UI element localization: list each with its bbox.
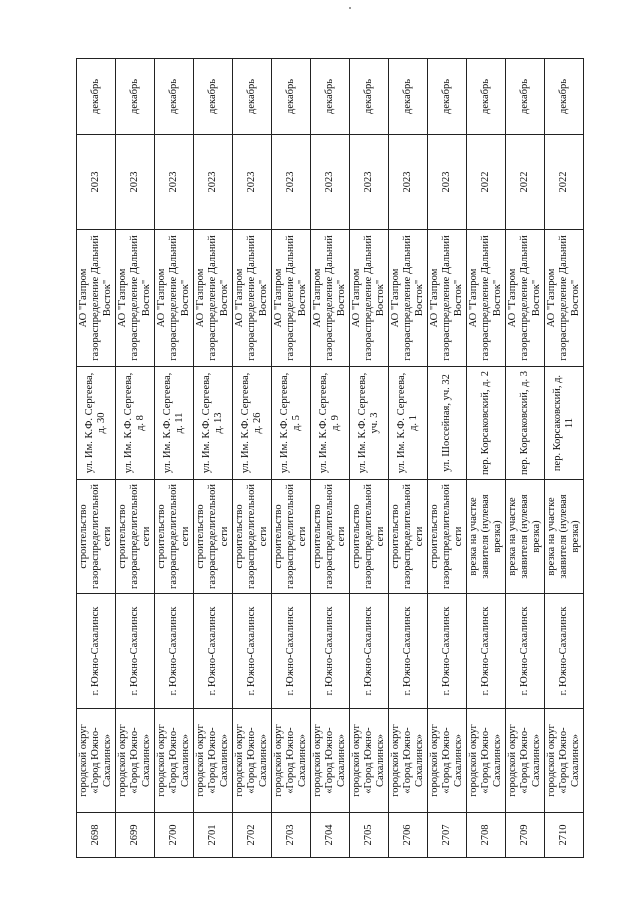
month-cell: декабрь [194, 59, 233, 135]
municipality-cell: городской округ «Город Южно-Сахалинск» [389, 709, 428, 813]
organization-cell: АО "Газпром газораспределение Дальний Восток" [194, 230, 233, 367]
locality-cell: г. Южно-Сахалинск [233, 594, 272, 709]
table-body [77, 59, 584, 858]
organization-cell: АО "Газпром газораспределение Дальний Восток" [77, 230, 116, 367]
year-cell: 2023 [194, 135, 233, 230]
address-cell: ул. Им. К.Ф. Сергеева, д. 8 [116, 367, 155, 480]
locality-cell: г. Южно-Сахалинск [311, 594, 350, 709]
organization-cell: АО "Газпром газораспределение Дальний Восток" [116, 230, 155, 367]
row-number: 2702 [233, 813, 272, 858]
rotated-table-sheet [76, 59, 584, 858]
locality-cell: г. Южно-Сахалинск [116, 594, 155, 709]
organization-cell: АО "Газпром газораспределение Дальний Восток" [506, 230, 545, 367]
locality-cell: г. Южно-Сахалинск [155, 594, 194, 709]
organization-cell: АО "Газпром газораспределение Дальний Восток" [233, 230, 272, 367]
row-number: 2708 [467, 813, 506, 858]
address-cell: ул. Им. К.Ф. Сергеева, д. 30 [77, 367, 116, 480]
table-row [194, 59, 233, 858]
month-cell: декабрь [545, 59, 584, 135]
scan-speck [349, 7, 351, 9]
table-row [350, 59, 389, 858]
work-type-cell: строительство газораспределительной сети [311, 480, 350, 594]
table-row [545, 59, 584, 858]
row-number: 2704 [311, 813, 350, 858]
month-cell: декабрь [506, 59, 545, 135]
year-cell: 2023 [116, 135, 155, 230]
work-type-cell: врезка на участке заявителя (нулевая врезка) [506, 480, 545, 594]
row-number: 2701 [194, 813, 233, 858]
table-row [272, 59, 311, 858]
year-cell: 2022 [545, 135, 584, 230]
municipality-cell: городской округ «Город Южно-Сахалинск» [428, 709, 467, 813]
year-cell: 2023 [155, 135, 194, 230]
organization-cell: АО "Газпром газораспределение Дальний Восток" [545, 230, 584, 367]
month-cell: декабрь [272, 59, 311, 135]
work-type-cell: врезка на участке заявителя (нулевая врезка) [467, 480, 506, 594]
month-cell: декабрь [350, 59, 389, 135]
table-row [116, 59, 155, 858]
month-cell: декабрь [155, 59, 194, 135]
address-cell: ул. Им. К.Ф. Сергеева, д. 5 [272, 367, 311, 480]
work-type-cell: врезка на участке заявителя (нулевая врезка) [545, 480, 584, 594]
work-type-cell: строительство газораспределительной сети [428, 480, 467, 594]
locality-cell: г. Южно-Сахалинск [194, 594, 233, 709]
organization-cell: АО "Газпром газораспределение Дальний Восток" [155, 230, 194, 367]
organization-cell: АО "Газпром газораспределение Дальний Восток" [428, 230, 467, 367]
month-cell: декабрь [389, 59, 428, 135]
address-cell: пер. Корсаковский, д. 2 [467, 367, 506, 480]
locality-cell: г. Южно-Сахалинск [350, 594, 389, 709]
work-type-cell: строительство газораспределительной сети [155, 480, 194, 594]
address-cell: ул. Им. К.Ф. Сергеева, д. 13 [194, 367, 233, 480]
address-cell: ул. Им. К.Ф. Сергеева, д. 1 [389, 367, 428, 480]
month-cell: декабрь [116, 59, 155, 135]
row-number: 2700 [155, 813, 194, 858]
table-row [506, 59, 545, 858]
table-row [389, 59, 428, 858]
row-number: 2699 [116, 813, 155, 858]
year-cell: 2023 [311, 135, 350, 230]
municipality-cell: городской округ «Город Южно-Сахалинск» [116, 709, 155, 813]
year-cell: 2023 [428, 135, 467, 230]
locality-cell: г. Южно-Сахалинск [467, 594, 506, 709]
month-cell: декабрь [233, 59, 272, 135]
row-number: 2698 [77, 813, 116, 858]
organization-cell: АО "Газпром газораспределение Дальний Восток" [311, 230, 350, 367]
table-row [467, 59, 506, 858]
locality-cell: г. Южно-Сахалинск [389, 594, 428, 709]
month-cell: декабрь [77, 59, 116, 135]
organization-cell: АО "Газпром газораспределение Дальний Восток" [389, 230, 428, 367]
address-cell: ул. Им. К.Ф. Сергеева, д. 11 [155, 367, 194, 480]
municipality-cell: городской округ «Город Южно-Сахалинск» [194, 709, 233, 813]
month-cell: декабрь [467, 59, 506, 135]
work-type-cell: строительство газораспределительной сети [272, 480, 311, 594]
row-number: 2709 [506, 813, 545, 858]
year-cell: 2023 [272, 135, 311, 230]
address-cell: ул. Им. К.Ф. Сергеева, д. 9 [311, 367, 350, 480]
table-row [77, 59, 116, 858]
table-row [233, 59, 272, 858]
month-cell: декабрь [428, 59, 467, 135]
work-type-cell: строительство газораспределительной сети [194, 480, 233, 594]
gasification-register-table [76, 58, 584, 858]
work-type-cell: строительство газораспределительной сети [77, 480, 116, 594]
municipality-cell: городской округ «Город Южно-Сахалинск» [545, 709, 584, 813]
address-cell: ул. Им. К.Ф. Сергеева, д. 26 [233, 367, 272, 480]
work-type-cell: строительство газораспределительной сети [233, 480, 272, 594]
municipality-cell: городской округ «Город Южно-Сахалинск» [311, 709, 350, 813]
work-type-cell: строительство газораспределительной сети [350, 480, 389, 594]
address-cell: ул. Им. К.Ф. Сергеева, уч. 3 [350, 367, 389, 480]
locality-cell: г. Южно-Сахалинск [428, 594, 467, 709]
year-cell: 2023 [389, 135, 428, 230]
year-cell: 2023 [77, 135, 116, 230]
municipality-cell: городской округ «Город Южно-Сахалинск» [350, 709, 389, 813]
row-number: 2707 [428, 813, 467, 858]
municipality-cell: городской округ «Город Южно-Сахалинск» [272, 709, 311, 813]
municipality-cell: городской округ «Город Южно-Сахалинск» [77, 709, 116, 813]
address-cell: ул. Шоссейная, уч. 32 [428, 367, 467, 480]
table-row [428, 59, 467, 858]
year-cell: 2023 [350, 135, 389, 230]
year-cell: 2022 [506, 135, 545, 230]
work-type-cell: строительство газораспределительной сети [389, 480, 428, 594]
municipality-cell: городской округ «Город Южно-Сахалинск» [506, 709, 545, 813]
work-type-cell: строительство газораспределительной сети [116, 480, 155, 594]
year-cell: 2022 [467, 135, 506, 230]
table-row [155, 59, 194, 858]
municipality-cell: городской округ «Город Южно-Сахалинск» [155, 709, 194, 813]
organization-cell: АО "Газпром газораспределение Дальний Восток" [272, 230, 311, 367]
row-number: 2710 [545, 813, 584, 858]
organization-cell: АО "Газпром газораспределение Дальний Восток" [467, 230, 506, 367]
table-row [311, 59, 350, 858]
address-cell: пер. Корсаковский, д. 3 [506, 367, 545, 480]
row-number: 2705 [350, 813, 389, 858]
address-cell: пер. Корсаковский, д. 11 [545, 367, 584, 480]
month-cell: декабрь [311, 59, 350, 135]
municipality-cell: городской округ «Город Южно-Сахалинск» [467, 709, 506, 813]
locality-cell: г. Южно-Сахалинск [506, 594, 545, 709]
locality-cell: г. Южно-Сахалинск [272, 594, 311, 709]
organization-cell: АО "Газпром газораспределение Дальний Восток" [350, 230, 389, 367]
row-number: 2706 [389, 813, 428, 858]
locality-cell: г. Южно-Сахалинск [77, 594, 116, 709]
municipality-cell: городской округ «Город Южно-Сахалинск» [233, 709, 272, 813]
locality-cell: г. Южно-Сахалинск [545, 594, 584, 709]
row-number: 2703 [272, 813, 311, 858]
year-cell: 2023 [233, 135, 272, 230]
